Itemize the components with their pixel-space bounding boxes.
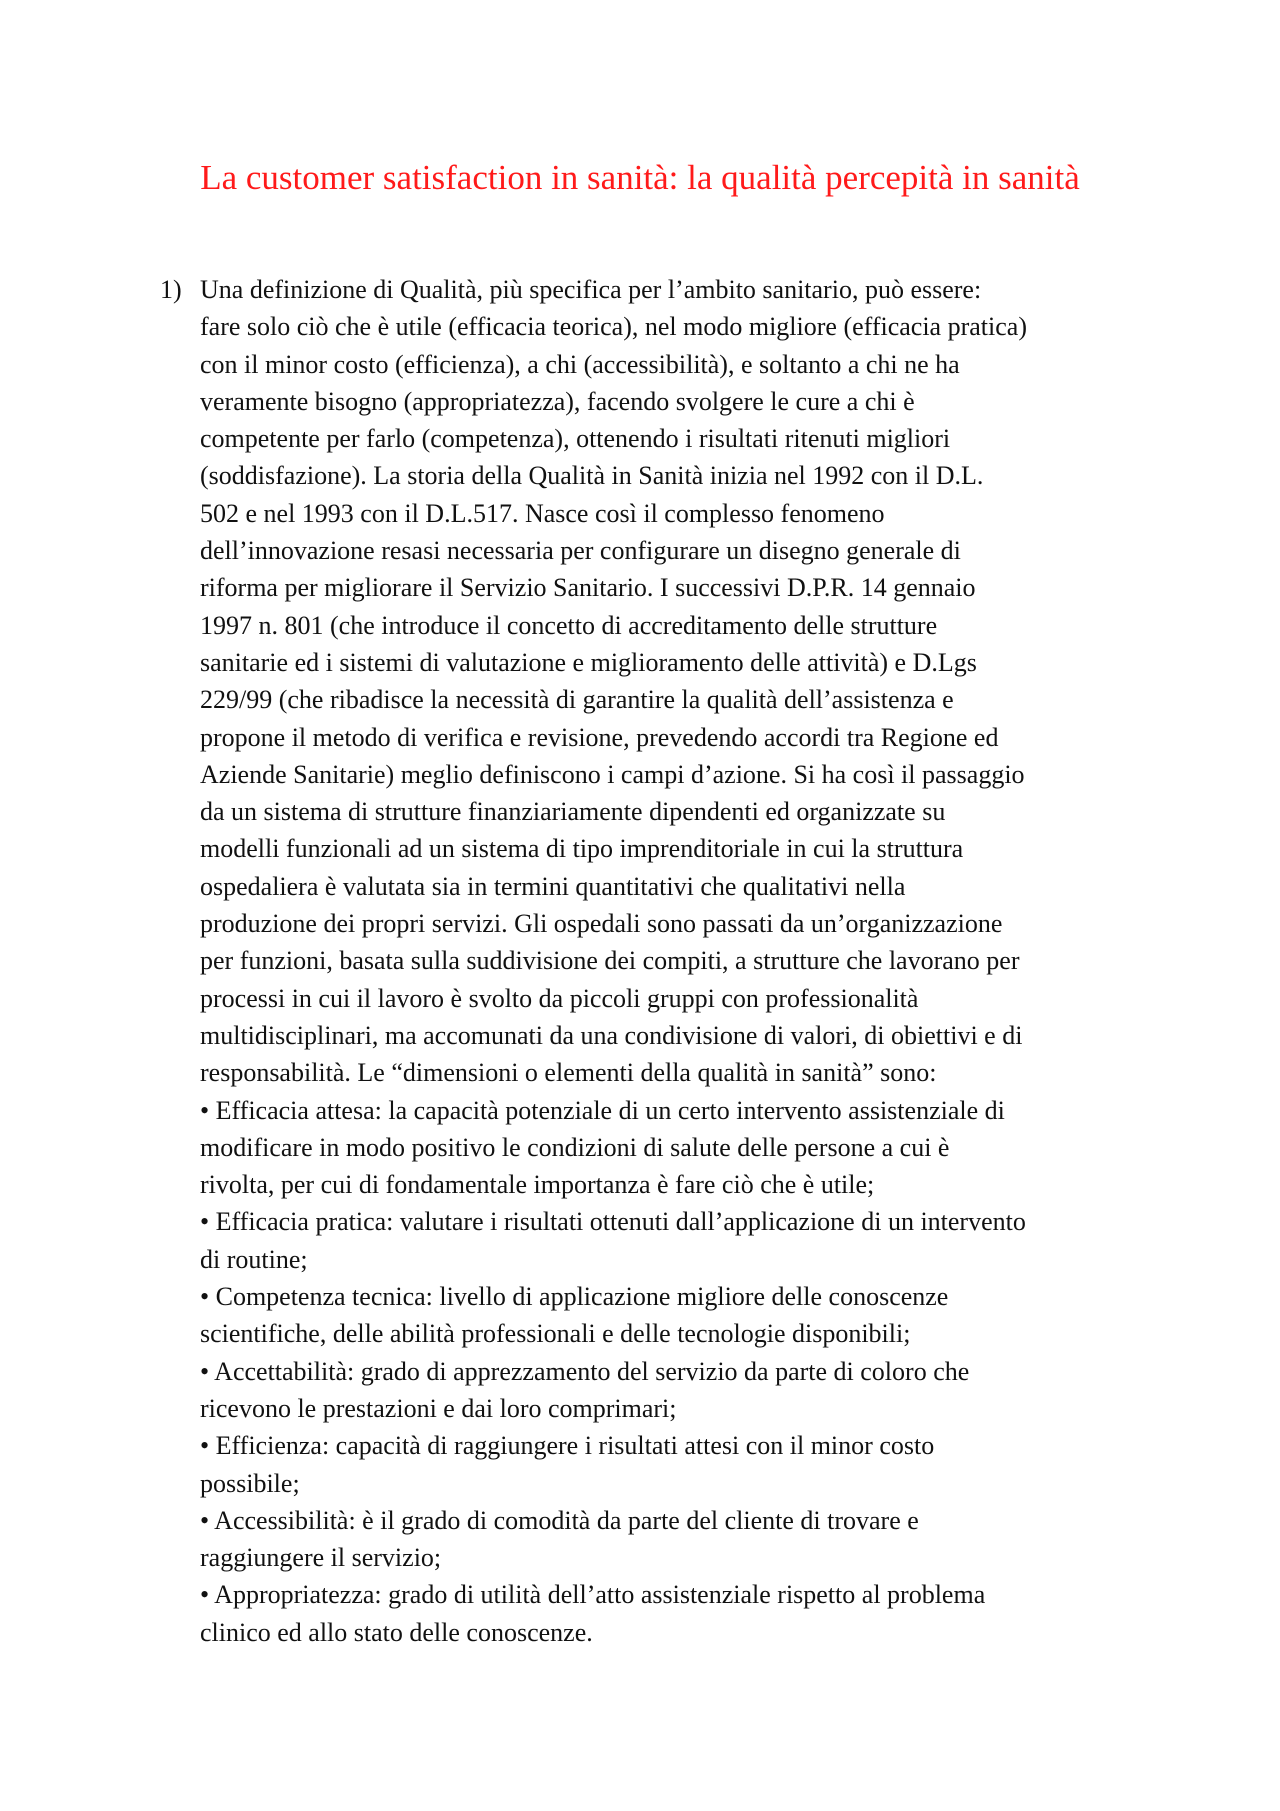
text-line: con il minor costo (efficienza), a chi (accessibilità), e soltanto a chi ne ha bbox=[200, 349, 960, 379]
text-line: riforma per migliorare il Servizio Sanitario. I successivi D.P.R. 14 gennaio bbox=[200, 573, 976, 603]
text-line: competente per farlo (competenza), ottenendo i risultati ritenuti migliori bbox=[200, 424, 951, 454]
bullet-competenza-tecnica: • Competenza tecnica: livello di applicazione migliore delle conoscenze bbox=[200, 1282, 949, 1312]
text-line: produzione dei propri servizi. Gli ospedali sono passati da un’organizzazione bbox=[200, 909, 1003, 939]
text-line: sanitarie ed i sistemi di valutazione e miglioramento delle attività) e D.Lgs bbox=[200, 647, 977, 677]
text-line: Una definizione di Qualità, più specifica per l’ambito sanitario, può essere: bbox=[200, 275, 982, 304]
text-line: clinico ed allo stato delle conoscenze. bbox=[200, 1617, 593, 1647]
bullet-accessibilita: • Accessibilità: è il grado di comodità da parte del cliente di trovare e bbox=[200, 1505, 919, 1535]
text-line: di routine; bbox=[200, 1244, 308, 1274]
text-line: dell’innovazione resasi necessaria per configurare un disegno generale di bbox=[200, 536, 961, 566]
text-line: modificare in modo positivo le condizioni di salute delle persone a cui è bbox=[200, 1132, 950, 1162]
list-item-number: 1) bbox=[160, 275, 182, 304]
bullet-accettabilita: • Accettabilità: grado di apprezzamento del servizio da parte di coloro che bbox=[200, 1356, 970, 1386]
text-line: rivolta, per cui di fondamentale importanza è fare ciò che è utile; bbox=[200, 1170, 875, 1200]
text-line: modelli funzionali ad un sistema di tipo imprenditoriale in cui la struttura bbox=[200, 834, 964, 864]
bullet-efficienza: • Efficienza: capacità di raggiungere i risultati attesi con il minor costo bbox=[200, 1431, 935, 1461]
text-line: raggiungere il servizio; bbox=[200, 1543, 442, 1573]
bullet-efficacia-attesa: • Efficacia attesa: la capacità potenziale di un certo intervento assistenziale di bbox=[200, 1095, 1005, 1125]
text-line: 502 e nel 1993 con il D.L.517. Nasce così il complesso fenomeno bbox=[200, 498, 885, 528]
text-line: da un sistema di strutture finanziariamente dipendenti ed organizzate su bbox=[200, 797, 946, 827]
text-line: multidisciplinari, ma accomunati da una condivisione di valori, di obiettivi e di bbox=[200, 1020, 1023, 1050]
list-item-body bbox=[200, 271, 1160, 1651]
text-line: scientifiche, delle abilità professionali e delle tecnologie disponibili; bbox=[200, 1319, 911, 1349]
bullet-appropriatezza: • Appropriatezza: grado di utilità dell’atto assistenziale rispetto al problema bbox=[200, 1580, 986, 1610]
text-line: possibile; bbox=[200, 1468, 300, 1498]
text-line: ricevono le prestazioni e dai loro comprimari; bbox=[200, 1393, 677, 1423]
text-line: 229/99 (che ribadisce la necessità di garantire la qualità dell’assistenza e bbox=[200, 685, 954, 715]
text-line: ospedaliera è valutata sia in termini quantitativi che qualitativi nella bbox=[200, 871, 906, 901]
text-line: Aziende Sanitarie) meglio definiscono i campi d’azione. Si ha così il passaggio bbox=[200, 759, 1025, 789]
text-line: veramente bisogno (appropriatezza), facendo svolgere le cure a chi è bbox=[200, 386, 915, 416]
text-line: per funzioni, basata sulla suddivisione dei compiti, a strutture che lavorano per bbox=[200, 946, 1020, 976]
text-line: (soddisfazione). La storia della Qualità in Sanità inizia nel 1992 con il D.L. bbox=[200, 461, 984, 491]
text-line: 1997 n. 801 (che introduce il concetto di accreditamento delle strutture bbox=[200, 610, 938, 640]
text-line: fare solo ciò che è utile (efficacia teorica), nel modo migliore (efficacia pratica) bbox=[200, 312, 1027, 342]
text-line: processi in cui il lavoro è svolto da piccoli gruppi con professionalità bbox=[200, 983, 919, 1013]
bullet-efficacia-pratica: • Efficacia pratica: valutare i risultati ottenuti dall’applicazione di un intervento bbox=[200, 1207, 1026, 1237]
page-title: La customer satisfaction in sanità: la qualità percepità in sanità bbox=[200, 158, 1080, 197]
text-line: responsabilità. Le “dimensioni o elementi della qualità in sanità” sono: bbox=[200, 1058, 937, 1088]
text-line: propone il metodo di verifica e revisione, prevedendo accordi tra Regione ed bbox=[200, 722, 999, 752]
